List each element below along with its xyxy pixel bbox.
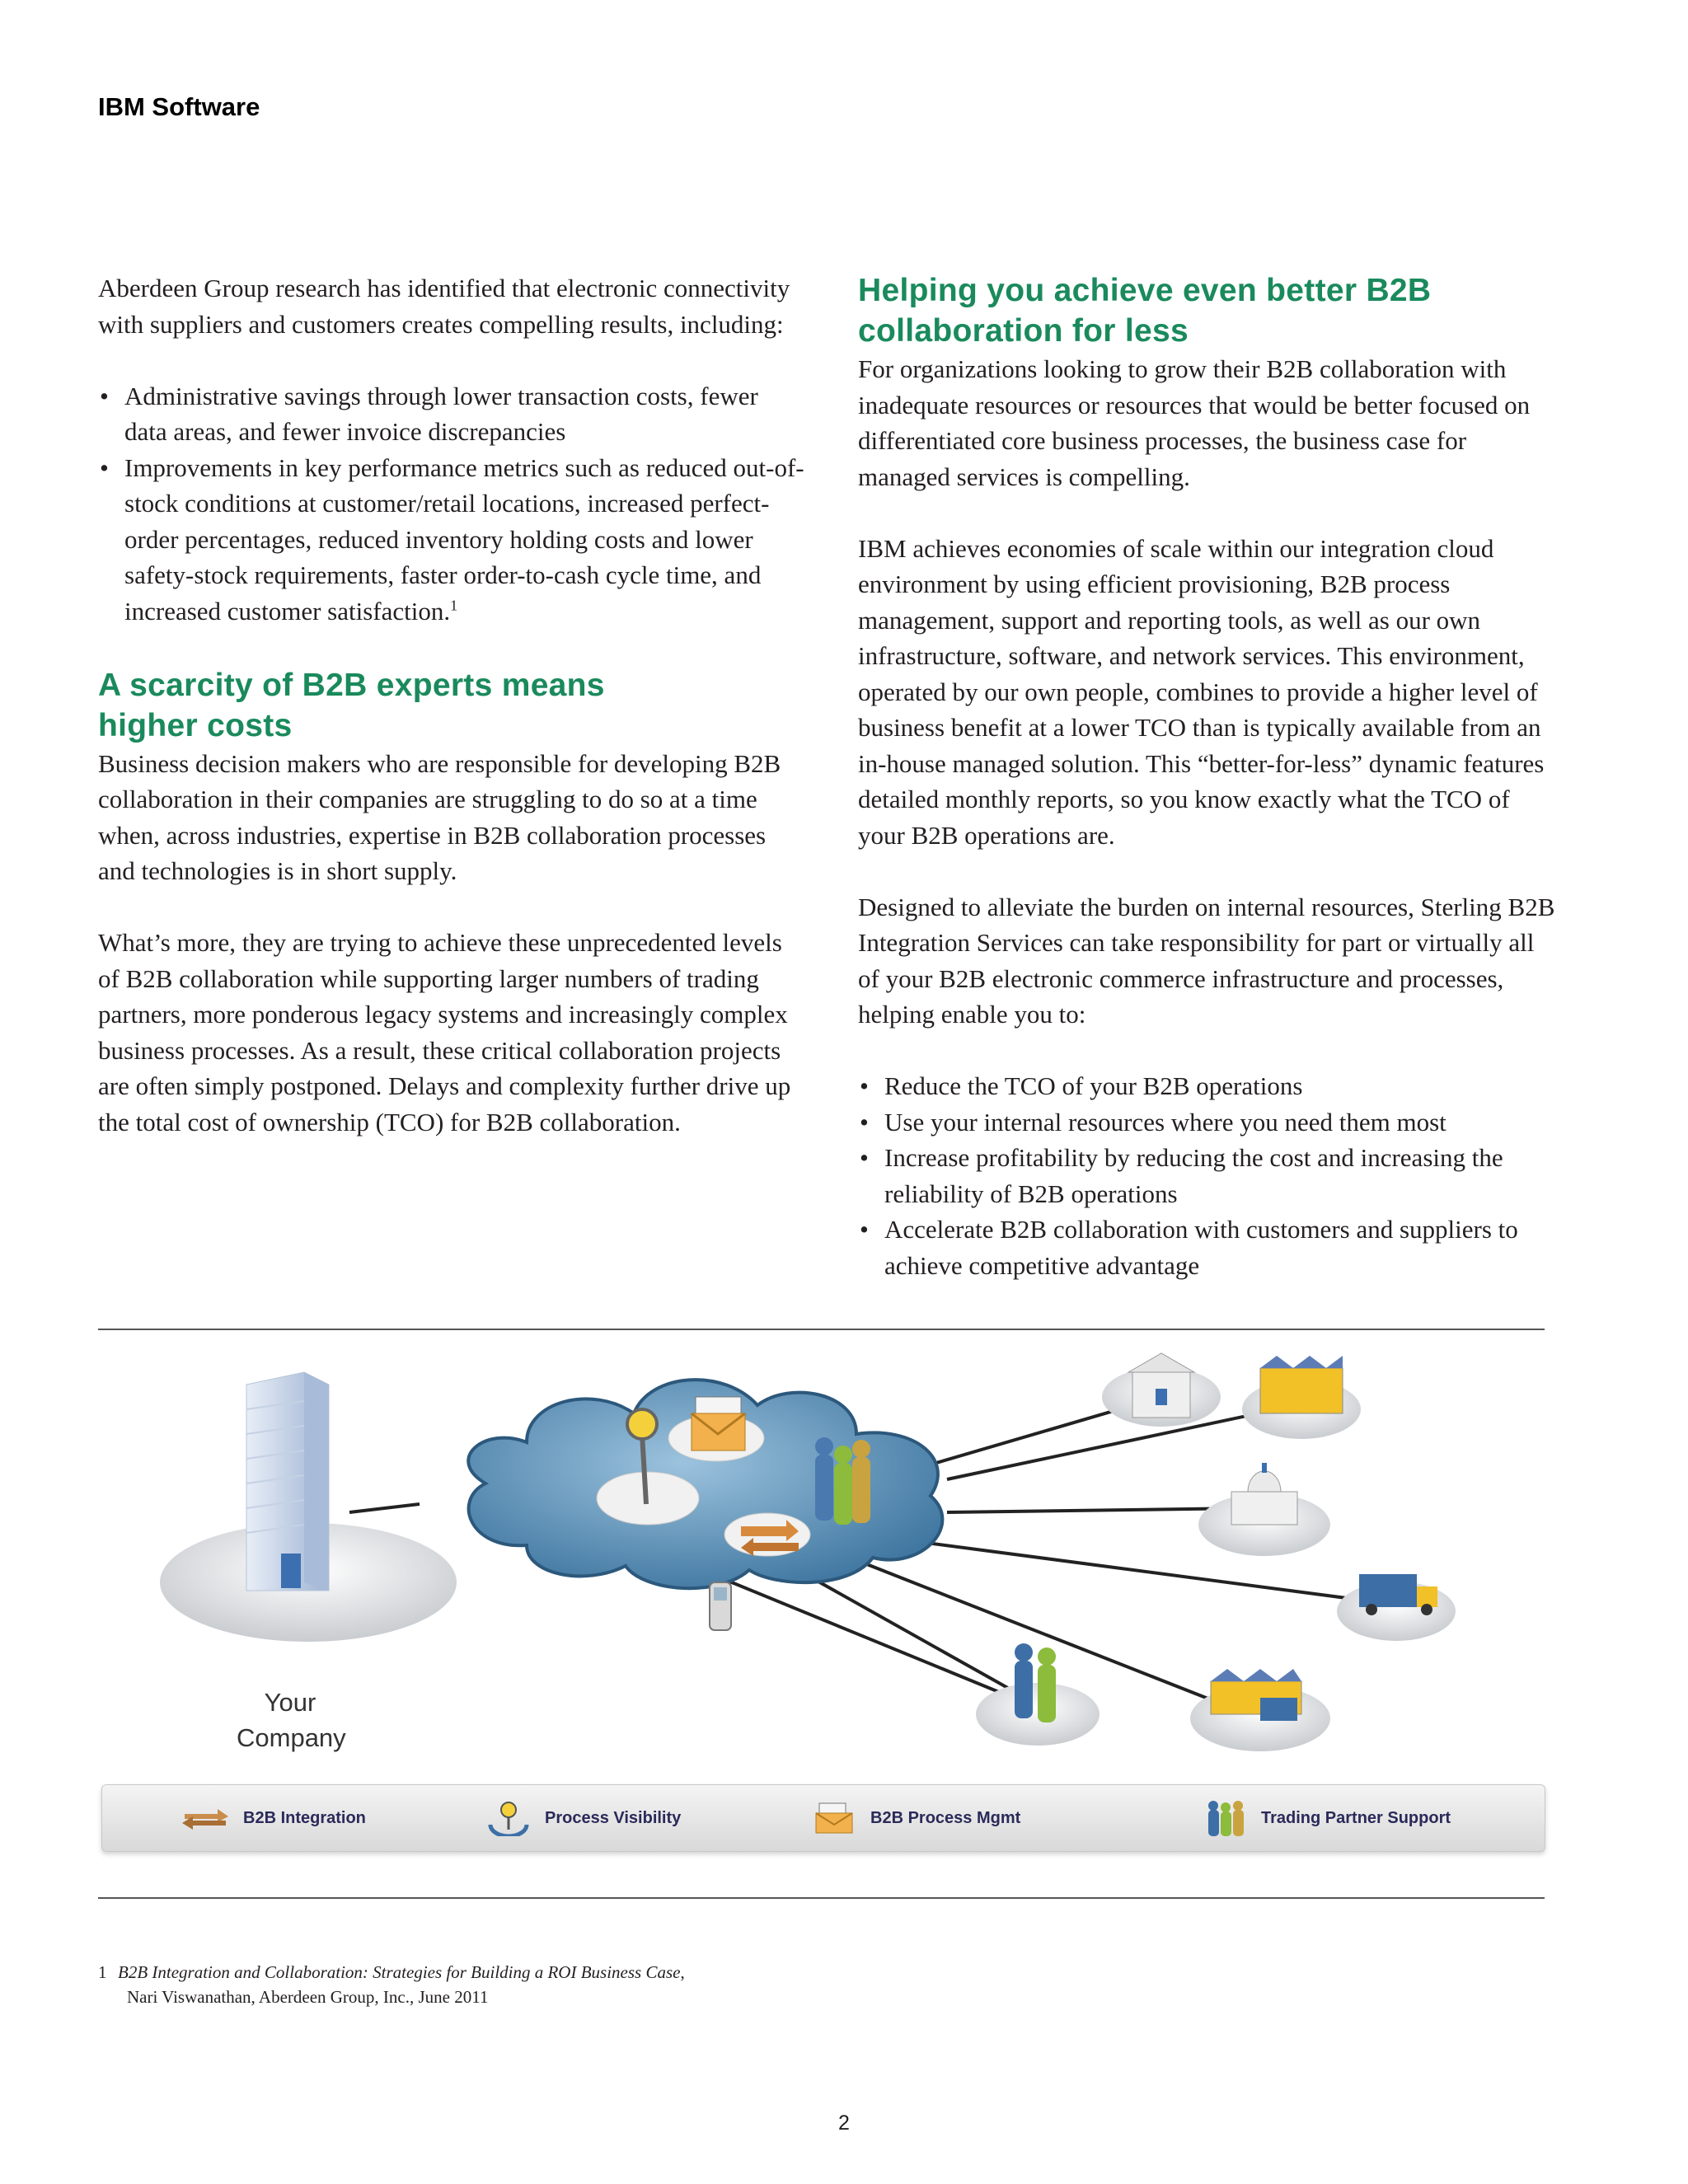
footnote-title: B2B Integration and Collaboration: Strategies for Building a ROI Business Case xyxy=(118,1962,681,1982)
partner-truck xyxy=(1337,1574,1456,1641)
body-paragraph: For organizations looking to grow their B2B collaboration with inadequate resources or resources that would be better focused on differentiated core business processes, the business case for managed services is compelling. xyxy=(858,354,1531,491)
list-item: • Administrative savings through lower transaction costs, fewer data areas, and fewer invoice discrepancies xyxy=(98,378,807,450)
b2b-diagram xyxy=(98,1335,1545,1896)
legend-label: Trading Partner Support xyxy=(1261,1808,1451,1827)
partner-factory xyxy=(1190,1669,1330,1751)
body-paragraph: IBM achieves economies of scale within our integration cloud environment by using efficient provisioning, B2B process management, support and reporting tools, as well as our own infrastructure, software, and network services. This environment, operated by our own people, combines to provide a higher level of business benefit at a lower TCO than is typically available from an in-house managed solution. This “better-for-less” dynamic features detailed monthly reports, so you know exactly what the TCO of your B2B operations are. xyxy=(858,533,1545,850)
list-item: • Reduce the TCO of your B2B operations xyxy=(858,1068,1559,1104)
body-paragraph: Designed to alleviate the burden on internal resources, Sterling B2B Integration Services can take responsibility for part or virtually all of your B2B electronic commerce infrastructure and processes, helping enable you to: xyxy=(858,892,1555,1029)
magnifier-icon xyxy=(485,1800,532,1836)
intro-paragraph: Aberdeen Group research has identified that electronic connectivity with suppliers and customers creates compelling results, including: xyxy=(98,274,790,339)
integration-cloud xyxy=(468,1380,942,1630)
legend-label: B2B Process Mgmt xyxy=(870,1808,1021,1827)
benefits-list xyxy=(858,1068,1559,1283)
partner-government xyxy=(1198,1463,1330,1556)
page-number: 2 xyxy=(838,2111,850,2135)
footnote-number: 1 xyxy=(98,1962,107,1982)
your-company-building xyxy=(160,1372,457,1642)
legend-label: B2B Integration xyxy=(243,1808,366,1827)
company-label-line: Your xyxy=(264,1688,316,1717)
heading-line: A scarcity of B2B experts means xyxy=(98,667,605,703)
partner-warehouse xyxy=(1242,1356,1361,1439)
people-icon xyxy=(1205,1800,1248,1836)
list-item: • Increase profitability by reducing the cost and increasing the reliability of B2B operations xyxy=(858,1140,1559,1212)
company-label-line: Company xyxy=(237,1723,346,1752)
list-item: • Accelerate B2B collaboration with customers and suppliers to achieve competitive advantage xyxy=(858,1212,1559,1283)
divider-top xyxy=(98,1329,1545,1330)
footnote-ref: 1 xyxy=(450,597,458,614)
heading-line: Helping you achieve even better B2B xyxy=(858,273,1432,308)
envelope-icon xyxy=(811,1802,857,1835)
section-heading-scarcity xyxy=(98,665,807,746)
company-label xyxy=(237,1685,344,1755)
footnote-punct: , xyxy=(680,1962,685,1982)
left-column xyxy=(98,270,807,1176)
right-column xyxy=(858,270,1559,1319)
list-item-text: Improvements in key performance metrics such as reduced out-of-stock conditions at customer/retail locations, increased perfect-order percentages, reduced inventory holding costs and lower safety-stock requirements, faster order-to-cash cycle time, and increased customer satisfaction. xyxy=(124,452,804,626)
list-item xyxy=(98,450,807,630)
heading-line: higher costs xyxy=(98,707,293,743)
partner-bank xyxy=(1102,1353,1221,1427)
section-heading-helping xyxy=(858,270,1559,351)
footnote-source: Nari Viswanathan, Aberdeen Group, Inc., June 2011 xyxy=(127,1987,489,2007)
divider-bottom xyxy=(98,1897,1545,1899)
legend-item-b2b-process-mgmt xyxy=(811,1800,1020,1836)
legend-item-process-visibility xyxy=(485,1800,681,1836)
heading-line: collaboration for less xyxy=(858,313,1189,349)
list-item: • Use your internal resources where you need them most xyxy=(858,1104,1559,1141)
diagram-legend xyxy=(101,1784,1545,1852)
legend-item-b2b-integration xyxy=(181,1800,366,1836)
legend-label: Process Visibility xyxy=(545,1808,682,1827)
body-paragraph: What’s more, they are trying to achieve these unprecedented levels of B2B collaboration while supporting larger numbers of trading partners, more ponderous legacy systems and increasingly complex business processes. As a result, these critical collaboration projects are often simply postponed. Delays and complexity further drive up the total cost of ownership (TCO) for B2B collaboration. xyxy=(98,928,791,1137)
footnote xyxy=(98,1960,840,2009)
arrows-icon xyxy=(181,1806,230,1830)
header-brand: IBM Software xyxy=(98,92,260,121)
results-list xyxy=(98,378,807,630)
legend-item-trading-partner-support xyxy=(1205,1800,1451,1836)
partner-people xyxy=(976,1643,1100,1746)
body-paragraph: Business decision makers who are responsible for developing B2B collaboration in their companies are struggling to do so at a time when, across industries, expertise in B2B collaboration processes and technologies is in short supply. xyxy=(98,748,781,885)
